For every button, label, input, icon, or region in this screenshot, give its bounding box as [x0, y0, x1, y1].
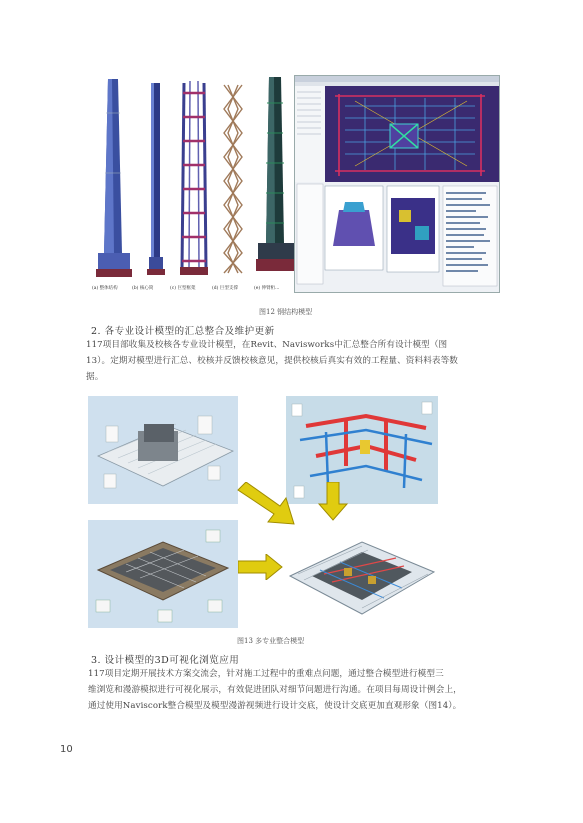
tower-mega-bracing-image	[212, 73, 256, 285]
section-2-paragraph	[86, 337, 506, 385]
page-number: 10	[60, 744, 73, 755]
paragraph-line: 维浏览和漫游模拟进行可视化展示，有效促进团队对细节问题进行沟通。在项目每周设计例会上，	[88, 685, 462, 695]
sub-caption-b: (b) 核心筒	[132, 286, 154, 291]
arrow-right-icon	[238, 554, 284, 580]
paragraph-line: 通过使用Naviscork整合模型及模型漫游视频进行设计交底，使设计交底更加直观形象（图14）。	[88, 701, 462, 711]
paragraph-line: 据。	[86, 372, 104, 382]
figure-12-steel-structure-model	[86, 73, 496, 301]
integrated-model-image	[284, 514, 438, 628]
paragraph-line: 117项目定期开展技术方案交流会，针对施工过程中的重难点问题，通过整合模型进行模型三	[88, 669, 444, 679]
arrow-down-icon	[318, 482, 348, 522]
structure-model-image	[88, 520, 238, 628]
sub-caption-c: (c) 巨型框架	[170, 286, 196, 291]
arrow-right-down-icon	[236, 482, 296, 526]
mep-model-image	[286, 396, 438, 504]
figure-13-multi-discipline-model	[88, 396, 438, 632]
cad-software-screenshot	[294, 75, 500, 293]
section-3-paragraph	[88, 666, 508, 714]
paragraph-line: 117项目部收集及校核各专业设计模型，在Revit、Navisworks中汇总整合所有设计模型（图	[86, 340, 448, 350]
figure-12-caption: 图12 钢结构模型	[259, 308, 313, 316]
sub-caption-e: (e) 伸臂桁...	[254, 286, 280, 291]
architecture-model-image	[88, 396, 238, 504]
tower-mega-frame-image	[172, 73, 216, 285]
tower-outrigger-image	[254, 73, 298, 285]
paragraph-line: 13）。定期对模型进行汇总、校核并反馈校核意见，提供校核后真实有效的工程量、资料料表等数	[86, 356, 458, 366]
section-3-heading: 3. 设计模型的3D可视化浏览应用	[91, 655, 240, 666]
tower-overall-image	[92, 73, 136, 285]
sub-caption-a: (a) 整体结构	[92, 286, 118, 291]
section-2-heading: 2. 各专业设计模型的汇总整合及维护更新	[91, 326, 275, 337]
sub-caption-d: (d) 巨型支撑	[212, 286, 238, 291]
figure-13-caption: 图13 多专业整合模型	[237, 637, 305, 645]
